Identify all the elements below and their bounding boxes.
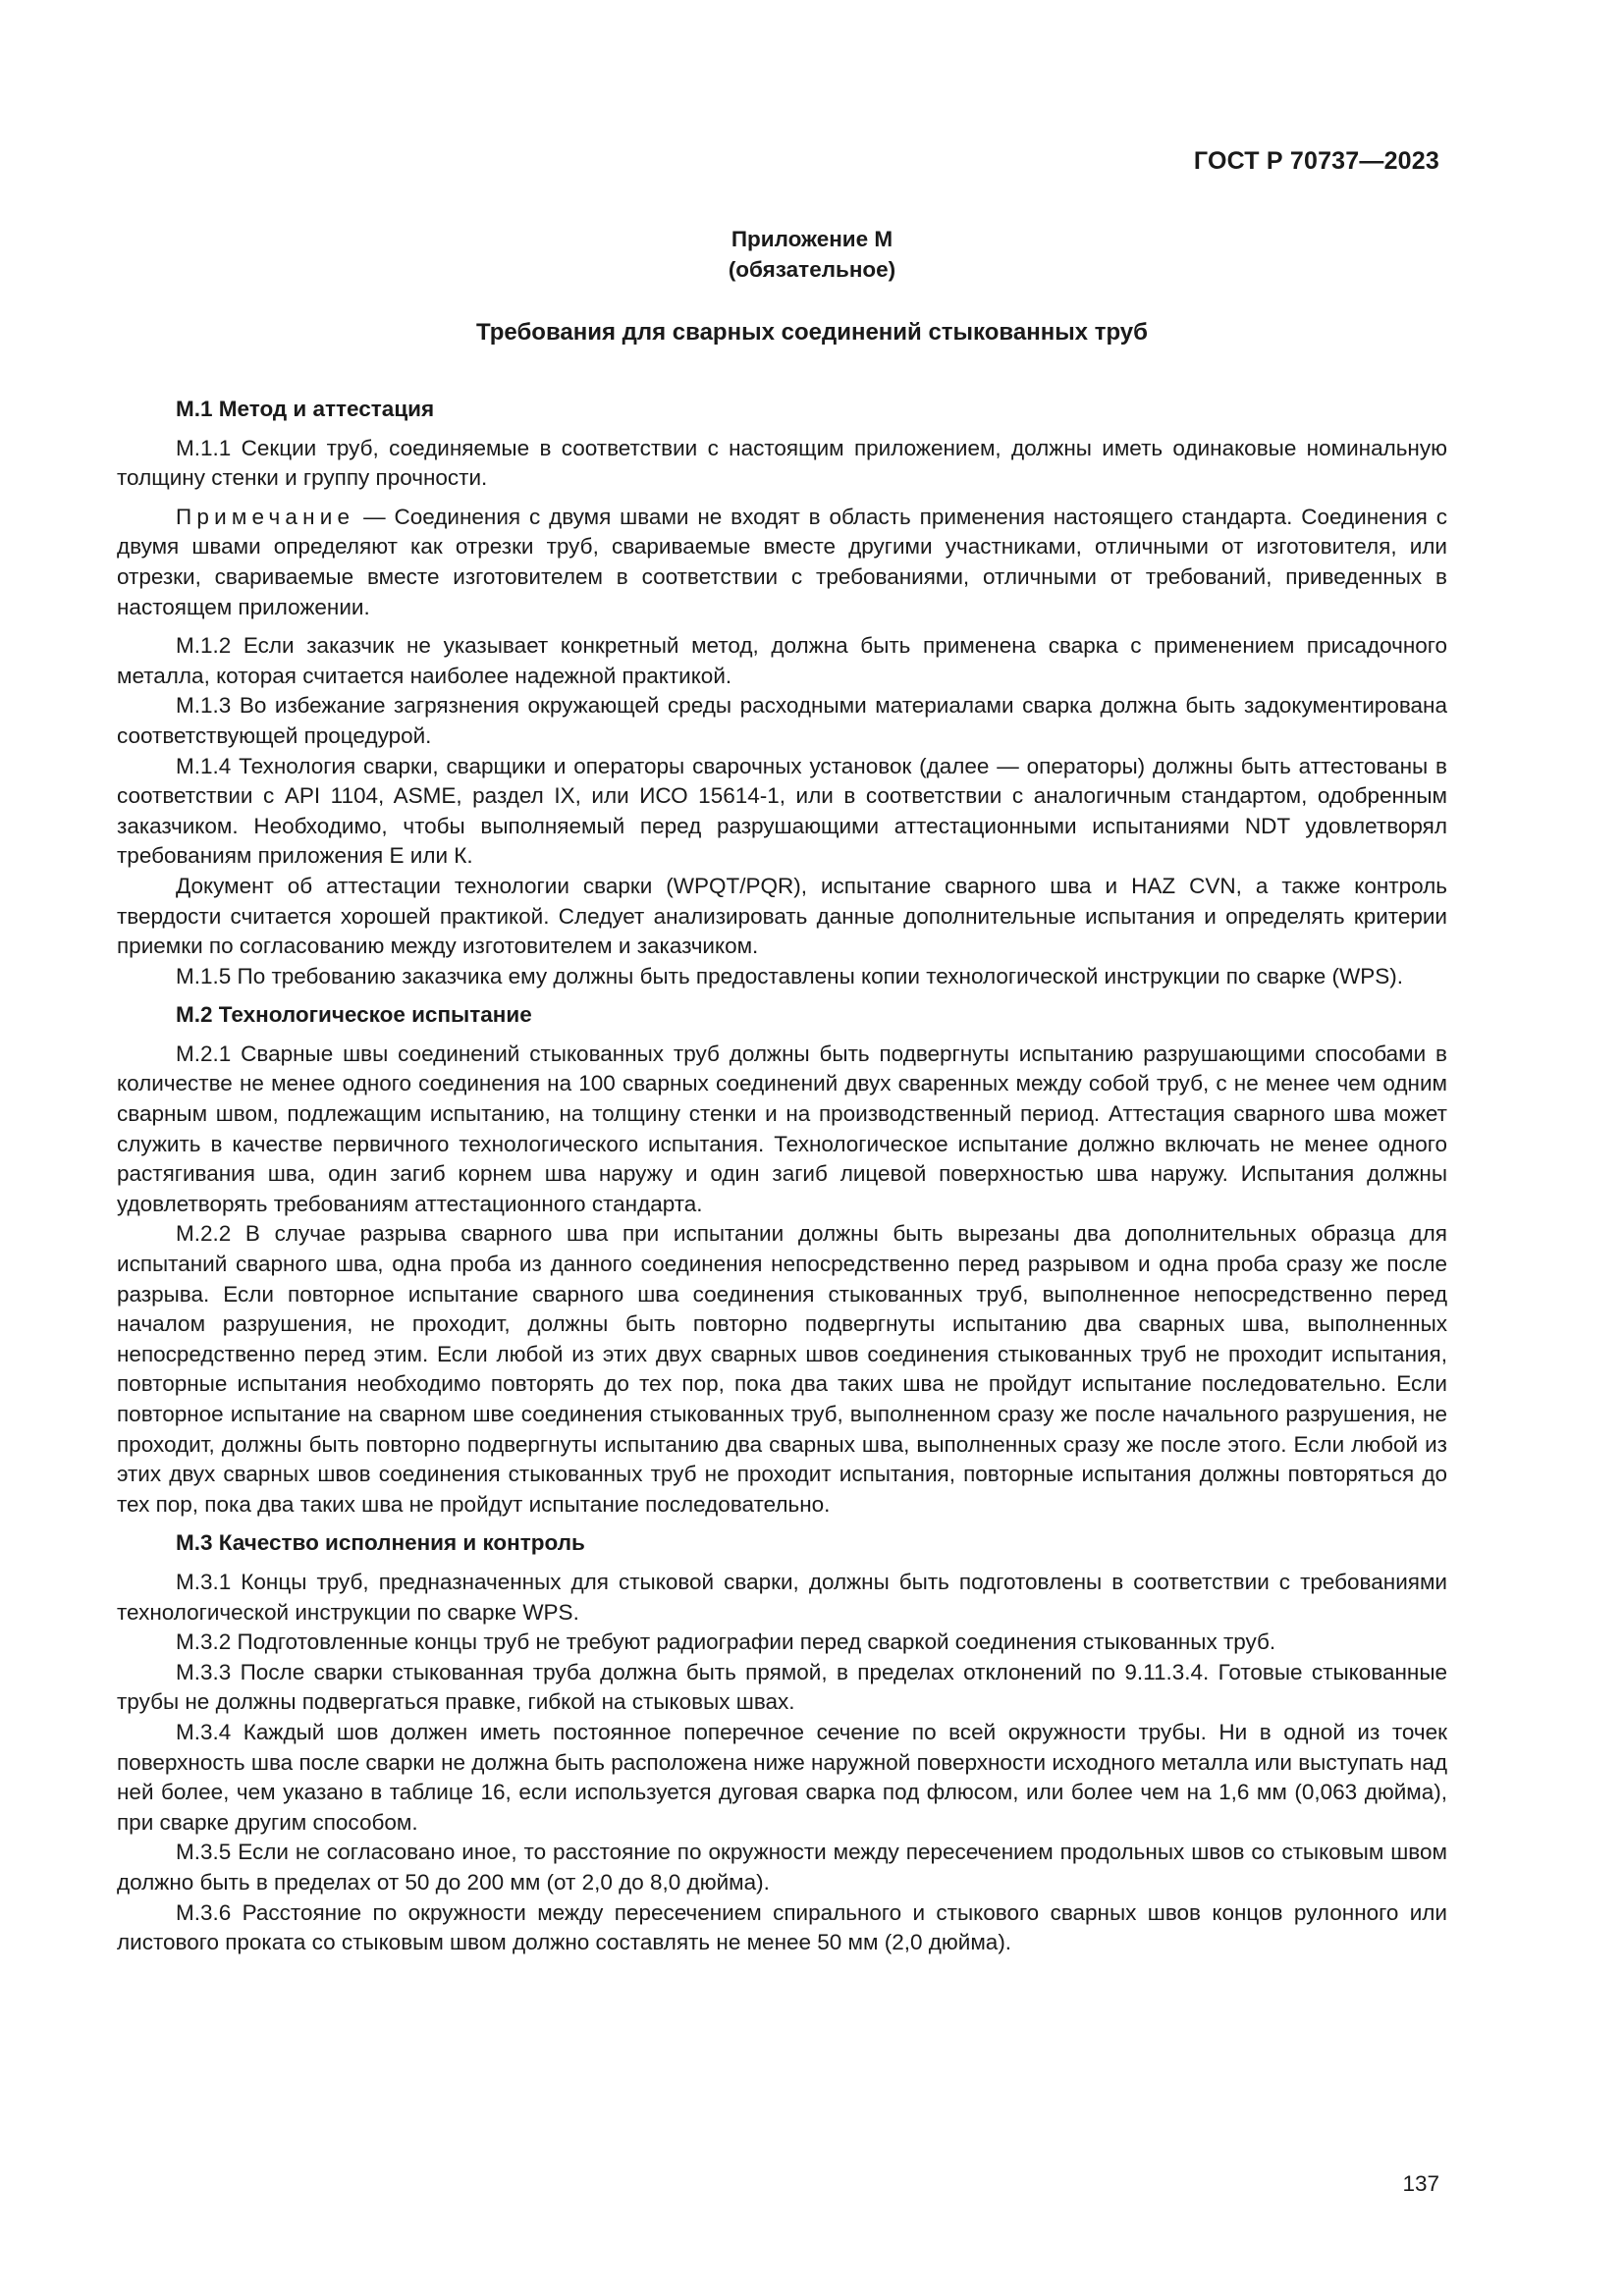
appendix-status: (обязательное)	[728, 257, 896, 282]
note-text: — Соединения с двумя швами не входят в область применения настоящего стандарта. Соединения с двумя швами определяют как отрезки труб, свариваемые вместе другими участниками, отличными от изготовителя, или отрезки, свариваемые вместе изготовителем в соответствии с требованиями, отличными от требований, приведенных в настоящем приложении.	[117, 504, 1447, 619]
section-heading-m1: М.1 Метод и аттестация	[176, 397, 435, 421]
paragraph-m2-1: М.2.1 Сварные швы соединений стыкованных труб должны быть подвергнуты испытанию разрушающими способами в количестве не менее одного соединения на 100 сварных соединений двух сваренных между собой труб, с не менее чем одним сварным швом, подлежащим испытанию, на толщину стенки и на производственный период. Аттестация сварного шва может служить в качестве первичного технологического испытания. Технологическое испытание должно включать не менее одного растягивания шва, один загиб корнем шва наружу и один загиб лицевой поверхностью шва наружу. Испытания должны удовлетворять требованиям аттестационного стандарта.	[117, 1041, 1447, 1216]
paragraph-m3-4: М.3.4 Каждый шов должен иметь постоянное поперечное сечение по всей окружности трубы. Ни в одной из точек поверхность шва после сварки не должна быть расположена ниже наружной поверхности исходного металла или выступать над ней более, чем указано в таблице 16, если используется дуговая сварка под флюсом, или более чем на 1,6 мм (0,063 дюйма), при сварке другим способом.	[117, 1719, 1447, 1835]
paragraph-m1-3: М.1.3 Во избежание загрязнения окружающей среды расходными материалами сварка должна быть задокументирована соответствующей процедурой.	[117, 693, 1447, 748]
paragraph-m1-4: М.1.4 Технология сварки, сварщики и операторы сварочных установок (далее — операторы) должны быть аттестованы в соответствии с API 1104, ASME, раздел IX, или ИСО 15614-1, или в соответствии с аналогичным стандартом, одобренным заказчиком. Необходимо, чтобы выполняемый перед разрушающими аттестационными испытаниями NDT удовлетворял требованиям приложения Е или К.	[117, 753, 1447, 869]
paragraph-m3-1: М.3.1 Концы труб, предназначенных для стыковой сварки, должны быть подготовлены в соответствии с требованиями технологической инструкции по сварке WPS.	[117, 1569, 1447, 1625]
page-number: 137	[1402, 2171, 1439, 2196]
document-body	[117, 395, 1447, 1958]
section-heading-m3: М.3 Качество исполнения и контроль	[176, 1530, 585, 1556]
paragraph-m3-5: М.3.5 Если не согласовано иное, то расстояние по окружности между пересечением продольных швов со стыковым швом должно быть в пределах от 50 до 200 мм (от 2,0 до 8,0 дюйма).	[117, 1840, 1447, 1895]
paragraph-m1-4-cont: Документ об аттестации технологии сварки (WPQT/PQR), испытание сварного шва и HAZ CVN, а также контроль твердости считается хорошей практикой. Следует анализировать данные дополнительные испытания и определять критерии приемки по согласованию между изготовителем и заказчиком.	[117, 873, 1447, 959]
appendix-heading	[0, 224, 1624, 285]
paragraph-m1-5: М.1.5 По требованию заказчика ему должны быть предоставлены копии технологической инструкции по сварке (WPS).	[176, 963, 1404, 988]
document-code: ГОСТ Р 70737—2023	[1193, 147, 1439, 175]
paragraph-m1-1: М.1.1 Секции труб, соединяемые в соответствии с настоящим приложением, должны иметь одинаковые номинальную толщину стенки и группу прочности.	[117, 435, 1447, 491]
paragraph-m3-2: М.3.2 Подготовленные концы труб не требуют радиографии перед сваркой соединения стыкованных труб.	[176, 1629, 1276, 1655]
paragraph-m1-2: М.1.2 Если заказчик не указывает конкретный метод, должна быть применена сварка с применением присадочного металла, которая считается наиболее надежной практикой.	[117, 633, 1447, 688]
paragraph-m3-3: М.3.3 После сварки стыкованная труба должна быть прямой, в пределах отклонений по 9.11.3.4. Готовые стыкованные трубы не должны подвергаться правке, гибкой на стыковых швах.	[117, 1659, 1447, 1715]
paragraph-m2-2: М.2.2 В случае разрыва сварного шва при испытании должны быть вырезаны два дополнительных образца для испытаний сварного шва, одна проба из данного соединения непосредственно перед разрывом и одна проба сразу же после разрыва. Если повторное испытание сварного шва соединения стыкованных труб, выполненное непосредственно перед началом разрушения, не проходит, должны быть повторно подвергнуты испытанию два сварных шва, выполненных непосредственно перед этим. Если любой из этих двух сварных швов соединения стыкованных труб не проходит испытания, повторные испытания необходимо повторять до тех пор, пока два таких шва не пройдут испытание последовательно. Если повторное испытание на сварном шве соединения стыкованных труб, выполненном сразу же после начального разрушения, не проходит, должны быть повторно подвергнуты испытанию два сварных шва, выполненных сразу же после этого. Если любой из этих двух сварных швов соединения стыкованных труб не проходит испытания, повторные испытания должны повторяться до тех пор, пока два таких шва не пройдут испытание последовательно.	[117, 1221, 1447, 1517]
paragraph-m3-6: М.3.6 Расстояние по окружности между пересечением спирального и стыкового сварных швов концов рулонного или листового проката со стыковым швом должно составлять не менее 50 мм (2,0 дюйма).	[117, 1899, 1447, 1955]
appendix-title: Требования для сварных соединений стыкованных труб	[476, 319, 1148, 346]
section-heading-m2: М.2 Технологическое испытание	[176, 1002, 532, 1028]
appendix-label: Приложение М	[731, 227, 893, 251]
note-label: Примечание	[176, 504, 355, 529]
note-paragraph	[117, 503, 1447, 622]
